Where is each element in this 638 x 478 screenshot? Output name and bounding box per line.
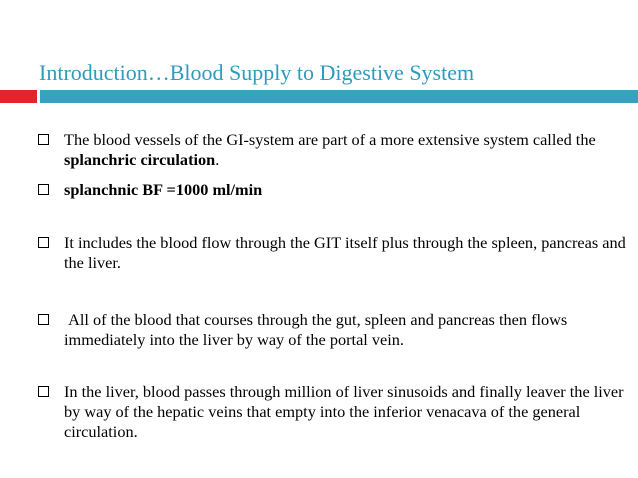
square-bullet-icon [38, 134, 49, 145]
slide-title: Introduction…Blood Supply to Digestive System [39, 60, 475, 85]
bullet-text-bold: splanchnic BF =1000 ml/min [64, 180, 263, 199]
title-accent-red-bar [0, 90, 37, 103]
square-bullet-icon [38, 386, 49, 397]
square-bullet-icon [38, 184, 49, 195]
bullet-text: In the liver, blood passes through million of liver sinusoids and finally leaver the liver by way of the hepatic veins that empty into the inferior venacava of the general circulation. [64, 382, 624, 441]
title-accent-blue-bar [40, 90, 638, 103]
square-bullet-icon [38, 237, 49, 248]
bullet-text-trailing: . [215, 150, 220, 169]
bullet-text-bold: splanchric circulation [64, 150, 216, 169]
square-bullet-icon [38, 314, 49, 325]
bullet-text-regular: The blood vessels of the GI-system are part of a more extensive system called the [64, 130, 596, 149]
bullet-text [64, 130, 632, 170]
bullet-text [64, 180, 632, 200]
bullet-text: It includes the blood flow through the GIT itself plus through the spleen, pancreas and the liver. [64, 233, 626, 272]
bullet-text: All of the blood that courses through the gut, spleen and pancreas then flows immediately into the liver by way of the portal vein. [64, 310, 572, 349]
